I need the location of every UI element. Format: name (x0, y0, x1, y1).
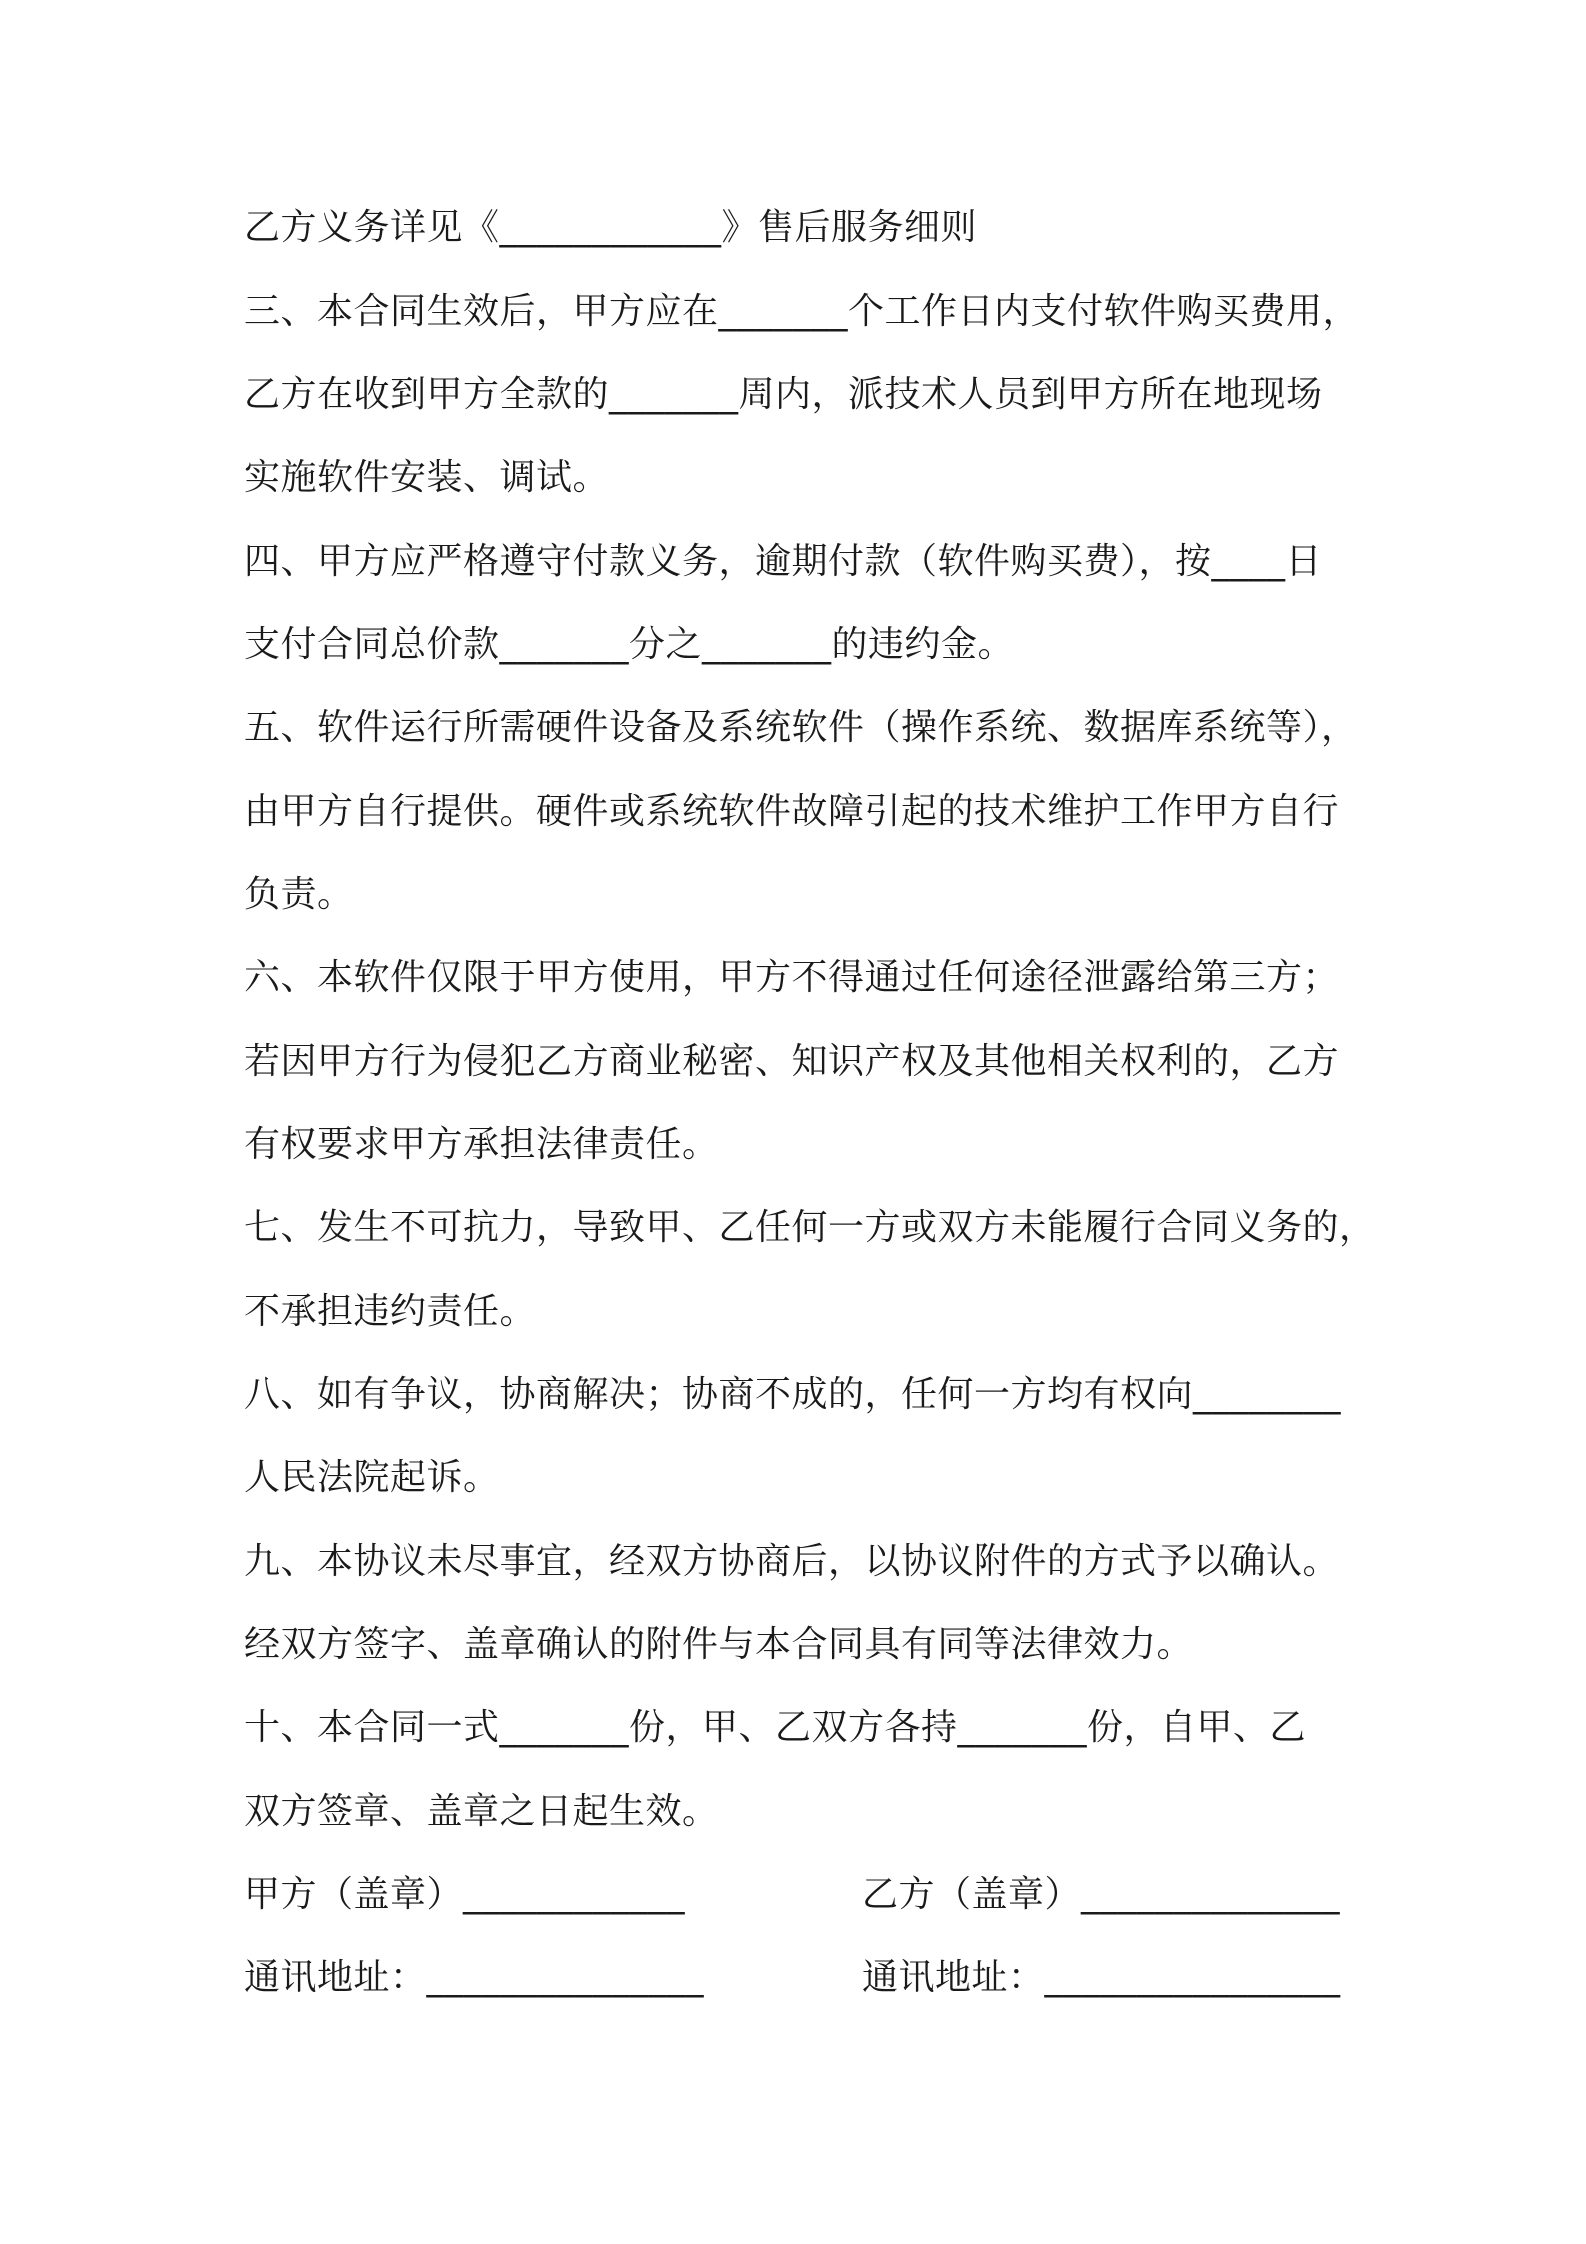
text-line: 人民法院起诉。 (244, 1457, 500, 1498)
text-line: 若因甲方行为侵犯乙方商业秘密、知识产权及其他相关权利的，乙方 (244, 1041, 1340, 1082)
text-line: 有权要求甲方承担法律责任。 (244, 1124, 719, 1165)
text-line: 实施软件安装、调试。 (244, 457, 610, 498)
text-line: 乙方在收到甲方全款的_______周内，派技术人员到甲方所在地现场 (244, 374, 1323, 415)
text-line: 不承担违约责任。 (244, 1291, 537, 1332)
text-line: 负责。 (244, 874, 354, 915)
text-line: 十、本合同一式_______份，甲、乙双方各持_______份，自甲、乙 (244, 1707, 1307, 1748)
text-line: 三、本合同生效后，甲方应在_______个工作日内支付软件购买费用， (244, 291, 1360, 332)
text-line: 七、发生不可抗力，导致甲、乙任何一方或双方未能履行合同义务的， (244, 1207, 1376, 1248)
party-b-address-line: 通讯地址：________________ (862, 1957, 1341, 1998)
party-a-address-line: 通讯地址：_______________ (244, 1957, 705, 1998)
text-line: 经双方签字、盖章确认的附件与本合同具有同等法律效力。 (244, 1624, 1194, 1665)
party-a-seal-line: 甲方（盖章）____________ (244, 1874, 686, 1915)
text-line: 八、如有争议，协商解决；协商不成的，任何一方均有权向________ (244, 1374, 1342, 1415)
text-line: 九、本协议未尽事宜，经双方协商后，以协议附件的方式予以确认。 (244, 1541, 1340, 1582)
text-line: 双方签章、盖章之日起生效。 (244, 1791, 719, 1832)
text-line: 由甲方自行提供。硬件或系统软件故障引起的技术维护工作甲方自行 (244, 791, 1340, 832)
text-line: 六、本软件仅限于甲方使用，甲方不得通过任何途径泄露给第三方； (244, 957, 1340, 998)
party-b-seal-line: 乙方（盖章）______________ (862, 1874, 1341, 1915)
text-line: 四、甲方应严格遵守付款义务，逾期付款（软件购买费），按____日 (244, 541, 1323, 582)
text-line: 乙方义务详见《____________》售后服务细则 (244, 207, 978, 248)
text-line: 支付合同总价款_______分之_______的违约金。 (244, 624, 1015, 665)
text-line: 五、软件运行所需硬件设备及系统软件（操作系统、数据库系统等）， (244, 707, 1358, 748)
